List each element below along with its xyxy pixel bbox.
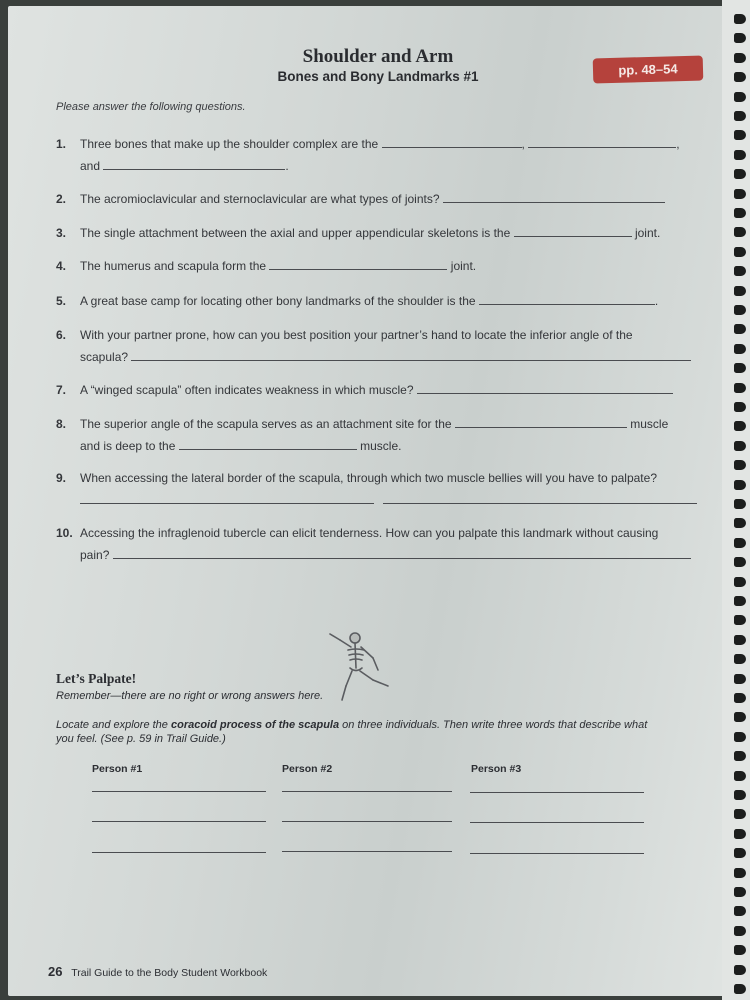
binding-ring <box>734 286 746 296</box>
instructions: Please answer the following questions. <box>56 101 246 113</box>
question-text: When accessing the lateral border of the scapula, through which two muscle bellies will you have to palpate? <box>80 471 657 485</box>
question-9 <box>56 467 701 511</box>
person-1-line-2[interactable] <box>92 821 266 822</box>
binding-ring <box>734 402 746 412</box>
question-text: and <box>80 159 101 173</box>
person-1-line-1[interactable] <box>92 791 266 792</box>
palpate-heading: Let’s Palpate! <box>56 671 137 686</box>
person-3-line-3[interactable] <box>470 853 644 854</box>
binding-ring <box>734 557 746 567</box>
person-2-line-3[interactable] <box>282 851 452 852</box>
separator: , <box>521 137 525 151</box>
question-text: The superior angle of the scapula serves as an attachment site for the <box>80 417 452 431</box>
pages-badge: pp. 48–54 <box>593 56 704 84</box>
question-end: muscle. <box>360 439 402 453</box>
answer-blank[interactable] <box>80 491 374 504</box>
binding-ring <box>734 383 746 393</box>
question-text: The humerus and scapula form the <box>80 259 267 273</box>
spiral-binding <box>722 0 750 1000</box>
binding-ring <box>734 247 746 257</box>
question-1 <box>56 133 701 177</box>
binding-ring <box>734 518 746 528</box>
answer-blank[interactable] <box>528 135 676 148</box>
binding-ring <box>734 654 746 664</box>
binding-ring <box>734 460 746 470</box>
question-end: joint. <box>450 259 477 273</box>
binding-ring <box>734 751 746 761</box>
question-text: Three bones that make up the shoulder complex are the <box>80 137 379 151</box>
question-2 <box>56 188 701 210</box>
person-1-line-3[interactable] <box>92 852 266 853</box>
binding-ring <box>734 887 746 897</box>
question-text: The single attachment between the axial and upper appendicular skeletons is the <box>80 226 511 240</box>
question-end: . <box>654 294 659 308</box>
question-text: A great base camp for locating other bony landmarks of the shoulder is the <box>80 294 476 308</box>
binding-ring <box>734 984 746 994</box>
question-3 <box>56 222 701 244</box>
question-6 <box>56 324 701 368</box>
question-number: 1. <box>56 137 67 151</box>
binding-ring <box>734 848 746 858</box>
binding-ring <box>734 266 746 276</box>
binding-ring <box>734 92 746 102</box>
skeleton-illustration <box>318 628 408 708</box>
binding-ring <box>734 674 746 684</box>
question-number: 4. <box>56 259 67 273</box>
answer-blank[interactable] <box>514 224 632 237</box>
answer-blank[interactable] <box>179 437 357 450</box>
person-3-line-2[interactable] <box>470 822 644 823</box>
binding-ring <box>734 344 746 354</box>
palpate-text: on three individuals. Then write three words that describe what you feel. (See p. 59 in Trail Guide.) <box>56 719 648 745</box>
binding-ring <box>734 421 746 431</box>
page-title: Shoulder and Arm <box>302 46 454 67</box>
binding-ring <box>734 615 746 625</box>
binding-ring <box>734 169 746 179</box>
person-2-heading: Person #2 <box>282 763 333 775</box>
answer-blank[interactable] <box>417 381 673 394</box>
binding-ring <box>734 14 746 24</box>
answer-blank[interactable] <box>113 546 691 559</box>
question-10 <box>56 522 701 566</box>
binding-ring <box>734 499 746 509</box>
book-title: Trail Guide to the Body Student Workbook <box>71 967 268 979</box>
binding-ring <box>734 926 746 936</box>
binding-ring <box>734 480 746 490</box>
answer-blank[interactable] <box>269 257 447 270</box>
question-number: 9. <box>56 471 67 485</box>
answer-blank[interactable] <box>103 157 285 170</box>
binding-ring <box>734 130 746 140</box>
question-number: 5. <box>56 294 67 308</box>
question-text: and is deep to the <box>80 439 176 453</box>
palpate-instructions <box>56 718 656 746</box>
question-number: 2. <box>56 192 67 206</box>
binding-ring <box>734 33 746 43</box>
binding-ring <box>734 965 746 975</box>
answer-blank[interactable] <box>382 135 522 148</box>
separator: , <box>676 137 680 151</box>
binding-ring <box>734 53 746 63</box>
binding-ring <box>734 868 746 878</box>
answer-blank[interactable] <box>443 190 665 203</box>
person-3-line-1[interactable] <box>470 792 644 793</box>
answer-blank[interactable] <box>383 491 697 504</box>
binding-ring <box>734 189 746 199</box>
binding-ring <box>734 111 746 121</box>
question-end: muscle <box>630 417 669 431</box>
palpate-subheading: Remember—there are no right or wrong answers here. <box>56 690 324 702</box>
person-2-line-1[interactable] <box>282 791 452 792</box>
page-number: 26 <box>48 964 63 979</box>
answer-blank[interactable] <box>455 415 627 428</box>
question-number: 6. <box>56 328 67 342</box>
question-text: A “winged scapula” often indicates weakness in which muscle? <box>80 383 414 397</box>
question-text: The acromioclavicular and sternoclavicular are what types of joints? <box>80 192 440 206</box>
binding-ring <box>734 227 746 237</box>
palpate-landmark: coracoid process of the scapula <box>170 719 340 731</box>
binding-ring <box>734 538 746 548</box>
person-3-heading: Person #3 <box>471 763 522 775</box>
person-2-line-2[interactable] <box>282 821 452 822</box>
person-1-heading: Person #1 <box>92 763 143 775</box>
page-footer <box>48 964 267 979</box>
binding-ring <box>734 732 746 742</box>
binding-ring <box>734 596 746 606</box>
binding-ring <box>734 635 746 645</box>
question-number: 10. <box>56 526 73 540</box>
binding-ring <box>734 363 746 373</box>
binding-ring <box>734 809 746 819</box>
question-5 <box>56 290 701 312</box>
binding-ring <box>734 771 746 781</box>
question-4 <box>56 255 701 277</box>
binding-ring <box>734 72 746 82</box>
binding-ring <box>734 324 746 334</box>
separator: . <box>285 159 289 173</box>
binding-ring <box>734 441 746 451</box>
binding-ring <box>734 829 746 839</box>
question-number: 8. <box>56 417 67 431</box>
question-text: Accessing the infraglenoid tubercle can elicit tenderness. How can you palpate this landmark without causing <box>80 526 659 540</box>
question-text: With your partner prone, how can you best position your partner’s hand to locate the inferior angle of the <box>80 328 633 342</box>
question-number: 7. <box>56 383 67 397</box>
question-7 <box>56 379 701 401</box>
binding-ring <box>734 906 746 916</box>
binding-ring <box>734 693 746 703</box>
binding-ring <box>734 150 746 160</box>
question-text: pain? <box>80 548 110 562</box>
workbook-page <box>8 6 730 996</box>
binding-ring <box>734 790 746 800</box>
question-number: 3. <box>56 226 67 240</box>
binding-ring <box>734 712 746 722</box>
binding-ring <box>734 945 746 955</box>
page-subtitle: Bones and Bony Landmarks #1 <box>277 69 479 84</box>
binding-ring <box>734 305 746 315</box>
palpate-text: Locate and explore the <box>56 719 171 731</box>
question-end: joint. <box>634 226 661 240</box>
answer-blank[interactable] <box>131 348 691 361</box>
answer-blank[interactable] <box>479 292 655 305</box>
question-8 <box>56 413 701 457</box>
binding-ring <box>734 208 746 218</box>
question-text: scapula? <box>80 350 129 364</box>
binding-ring <box>734 577 746 587</box>
